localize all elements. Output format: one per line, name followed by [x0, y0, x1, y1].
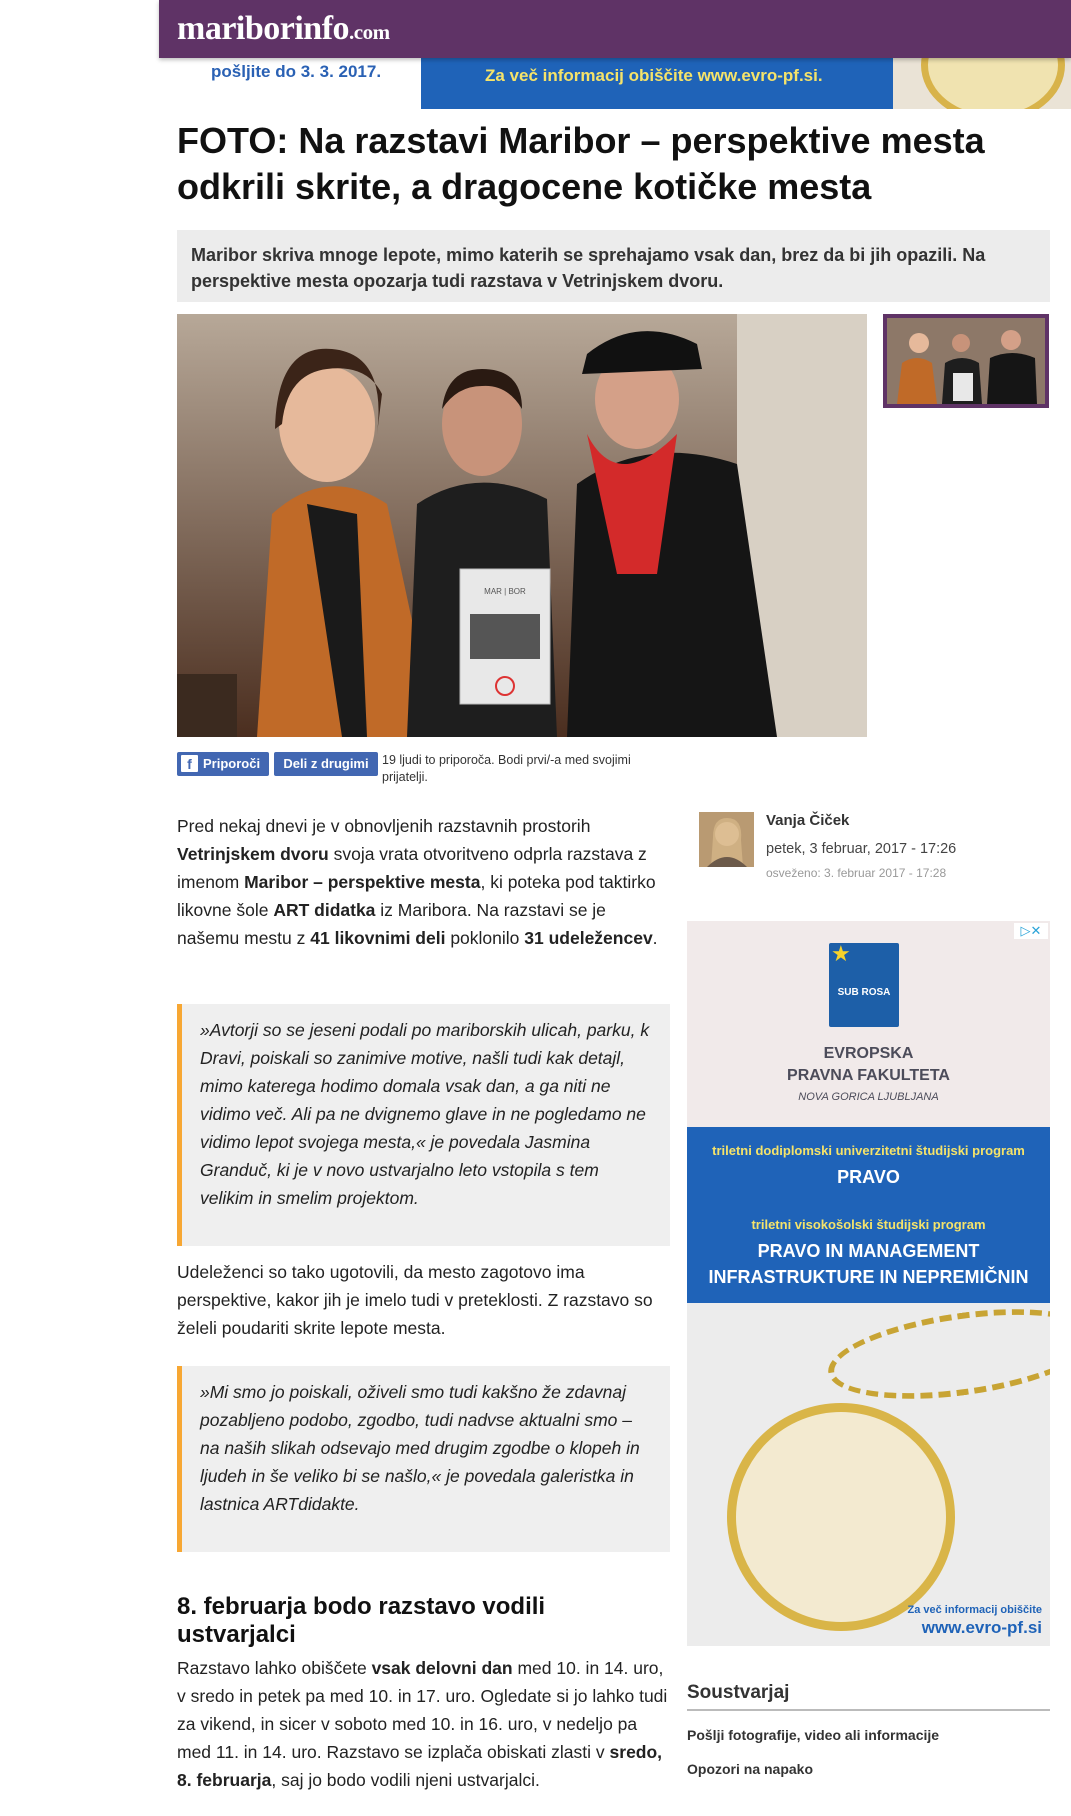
text-run: , saj jo bodo vodili njeni ustvarjalci.: [271, 1770, 540, 1790]
ad-bottom-section: [687, 1303, 1050, 1646]
faculty-line-2: PRAVNA FAKULTETA: [787, 1067, 950, 1084]
text-bold: sredo, 8. februarja: [177, 1742, 663, 1790]
article-paragraph-1: [177, 812, 673, 952]
text-run: , ki poteka pod taktirko likovne šole: [177, 872, 656, 920]
updated-date: osveženo: 3. februar 2017 - 17:28: [766, 866, 947, 880]
article-title: FOTO: Na razstavi Maribor – perspektive mesta odkrili skrite, a dragocene kotičke mesta: [177, 120, 985, 207]
banner-right-image: [893, 52, 1071, 109]
gold-chain-image: [823, 1294, 1050, 1413]
ad-medal-image: [727, 1403, 955, 1631]
ad-top-section: [687, 921, 1050, 1127]
text-run: iz Maribora. Na razstavi se je našemu mestu z: [177, 900, 606, 948]
logo-suffix: .com: [349, 20, 390, 44]
ad-footer-url: www.evro-pf.si: [921, 1618, 1042, 1637]
sidebar-title: Soustvarjaj: [687, 1682, 790, 1703]
star-icon: ★: [831, 941, 851, 966]
text-bold: Vetrinjskem dvoru: [177, 844, 329, 864]
recommend-label: Priporoči: [203, 756, 261, 771]
banner-mid: [421, 52, 893, 109]
shield-text: SUB ROSA: [837, 987, 891, 998]
thumbnail-illustration: [887, 318, 1045, 404]
banner-left-text: pošljite do 3. 3. 2017.: [211, 62, 382, 81]
book-title: MAR | BOR: [484, 587, 526, 596]
share-label: Deli z drugimi: [283, 756, 369, 771]
sidebar-ad[interactable]: [687, 921, 1050, 1646]
program-2-title-line-2: INFRASTRUKTURE IN NEPREMIČNIN: [708, 1267, 1029, 1287]
text-bold: vsak delovni dan: [371, 1658, 513, 1678]
facebook-icon: f: [181, 755, 198, 772]
program-1-note: triletni dodiplomski univerzitetni študijski program: [712, 1143, 1025, 1158]
avatar-illustration: [699, 812, 754, 867]
report-error-link[interactable]: Opozori na napako: [687, 1761, 814, 1777]
sidebar-divider: [687, 1709, 1050, 1711]
top-ad-banner[interactable]: [159, 52, 1071, 109]
banner-mid-text: Za več informacij obiščite www.evro-pf.si.: [485, 66, 823, 85]
quote-2-text: »Mi smo jo poiskali, oživeli smo tudi kakšno že zdavnaj pozabljeno podobo, zgodbo, tudi nadvse aktualni smo – na naših slikah odsevajo med drugim zgodbe o klopeh in ljudeh in še veliko bi se našlo,« je povedala galeristka in lastnica ARTdidakte.: [200, 1382, 640, 1514]
publish-date: petek, 3 februar, 2017 - 17:26: [766, 841, 957, 857]
program-2-note: triletni visokošolski študijski program: [751, 1217, 986, 1232]
author-name[interactable]: Vanja Čiček: [766, 812, 850, 829]
site-logo[interactable]: [177, 10, 390, 48]
main-photo[interactable]: [177, 314, 867, 737]
medal-image: [921, 52, 1065, 109]
facebook-social-text: 19 ljudi to priporoča. Bodi prvi/-a med svojimi prijatelji.: [382, 753, 631, 784]
text-run: Pred nekaj dnevi je v obnovljenih razstavnih prostorih: [177, 816, 591, 836]
article-lead: [177, 230, 1050, 302]
left-margin: [0, 0, 159, 1816]
article-paragraph-3: [177, 1654, 673, 1794]
text-run: svoja vrata otvoritveno odprla razstava z imenom: [177, 844, 647, 892]
ad-choices-icon[interactable]: ▷✕: [1014, 923, 1048, 939]
article-quote-2: [177, 1366, 670, 1552]
text-bold: 41 likovnimi deli: [310, 928, 446, 948]
facebook-recommend-button[interactable]: [177, 752, 269, 776]
logo-text: mariborinfo: [177, 10, 350, 47]
program-2-title-line-1: PRAVO IN MANAGEMENT: [757, 1241, 980, 1261]
faculty-line-1: EVROPSKA: [823, 1045, 914, 1062]
banner-left: [159, 52, 421, 109]
text-run: med 10. in 14. uro, v sredo in petek pa med 10. in 17. uro. Ogledate si jo lahko tudi za vikend, in sicer v soboto med 10. in 16. uro, v nedeljo pa med 11. in 14. uro. Razstavo se izplača obiskati zlasti v: [177, 1658, 668, 1762]
text-run: Razstavo lahko obiščete: [177, 1658, 372, 1678]
text-bold: Maribor – perspektive mesta: [244, 872, 481, 892]
text-bold: 31 udeležencev: [524, 928, 653, 948]
article-paragraph-2: Udeleženci so tako ugotovili, da mesto zagotovo ima perspektive, kakor jih je imelo tudi v preteklosti. Z razstavo so želeli poudariti skrite lepote mesta.: [177, 1262, 653, 1338]
facebook-share-button[interactable]: [274, 752, 378, 776]
photo-thumbnail[interactable]: [883, 314, 1049, 408]
quote-1-text: »Avtorji so se jeseni podali po mariborskih ulicah, parku, k Dravi, poiskali so zanimive motive, našli tudi kak detajl, mimo katerega hodimo domala vsak dan, a ga niti ne vidimo več. Ali pa ne dvignemo glave in ne pogledamo ne vidimo lepot svojega mesta,« je povedala Jasmina Granduč, ki je v novo ustvarjalno leto vstopila s tem velikim in smelim projektom.: [200, 1020, 650, 1208]
text-run: .: [652, 928, 658, 948]
ad-programs-section: [687, 1127, 1050, 1303]
program-1-title: PRAVO: [837, 1167, 900, 1187]
site-header: [159, 0, 1071, 58]
send-photos-link[interactable]: Pošlji fotografije, video ali informacije: [687, 1727, 940, 1743]
author-avatar[interactable]: [699, 812, 754, 867]
text-bold: ART didatka: [273, 900, 376, 920]
text-run: poklonilo: [445, 928, 525, 948]
faculty-line-3: NOVA GORICA LJUBLJANA: [798, 1091, 939, 1103]
ad-footer-note: Za več informacij obiščite: [907, 1604, 1042, 1616]
article-subheading: 8. februarja bodo razstavo vodili ustvarjalci: [177, 1593, 546, 1648]
article-quote-1: [177, 1004, 670, 1246]
photo-illustration: [177, 314, 867, 737]
lead-text: Maribor skriva mnoge lepote, mimo katerih se sprehajamo vsak dan, brez da bi jih opazili. Na perspektive mesta opozarja tudi razstava v Vetrinjskem dvoru.: [191, 245, 986, 291]
